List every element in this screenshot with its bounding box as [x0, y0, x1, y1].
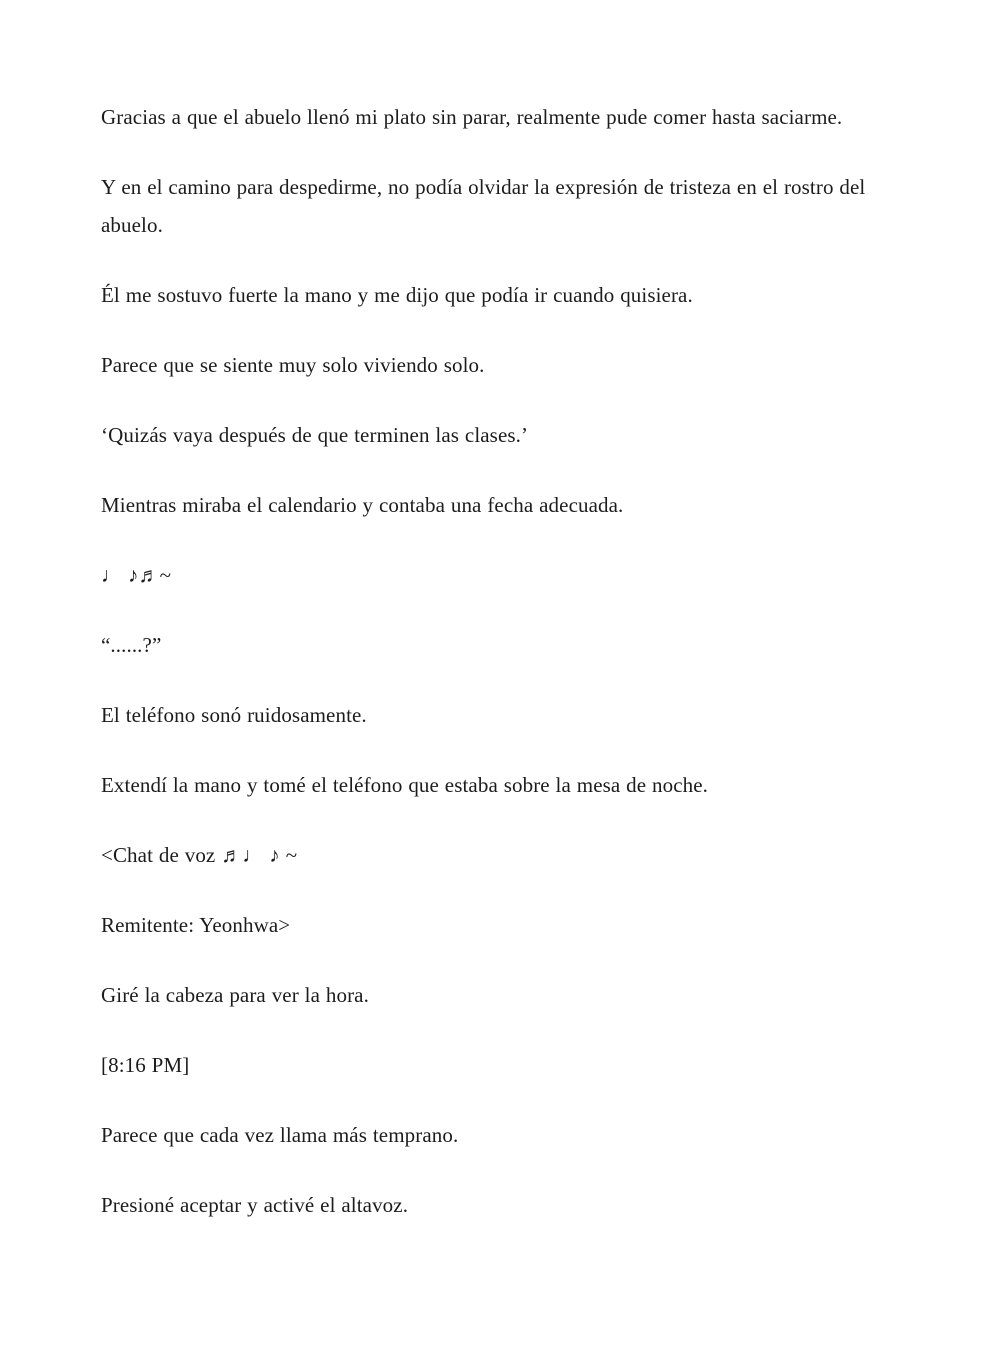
story-paragraph: Giré la cabeza para ver la hora. — [101, 983, 369, 1007]
story-paragraph: Él me sostuvo fuerte la mano y me dijo que podía ir cuando quisiera. — [101, 283, 693, 307]
sender-line: Remitente: Yeonhwa> — [101, 913, 291, 937]
story-paragraph: El teléfono sonó ruidosamente. — [101, 703, 367, 727]
story-paragraph: Extendí la mano y tomé el teléfono que estaba sobre la mesa de noche. — [101, 773, 709, 797]
music-notes-line: ♩ ♪♬~ — [101, 563, 172, 587]
story-paragraph: “......?” — [101, 633, 162, 657]
story-paragraph: ‘Quizás vaya después de que terminen las clases.’ — [101, 423, 529, 447]
story-paragraph: Parece que cada vez llama más temprano. — [101, 1123, 459, 1147]
story-paragraph: Presioné aceptar y activé el altavoz. — [101, 1193, 409, 1217]
time-display-line: [8:16 PM] — [101, 1053, 190, 1077]
story-paragraph: Mientras miraba el calendario y contaba una fecha adecuada. — [101, 493, 624, 517]
story-paragraph: Parece que se siente muy solo viviendo solo. — [101, 353, 485, 377]
story-paragraph: Y en el camino para despedirme, no podía olvidar la expresión de tristeza en el rostro del abuelo. — [101, 175, 866, 237]
story-paragraph: Gracias a que el abuelo llenó mi plato sin parar, realmente pude comer hasta saciarme. — [101, 105, 843, 129]
voice-chat-notification-line: <Chat de voz ♬♩ ♪ ~ — [101, 843, 298, 867]
